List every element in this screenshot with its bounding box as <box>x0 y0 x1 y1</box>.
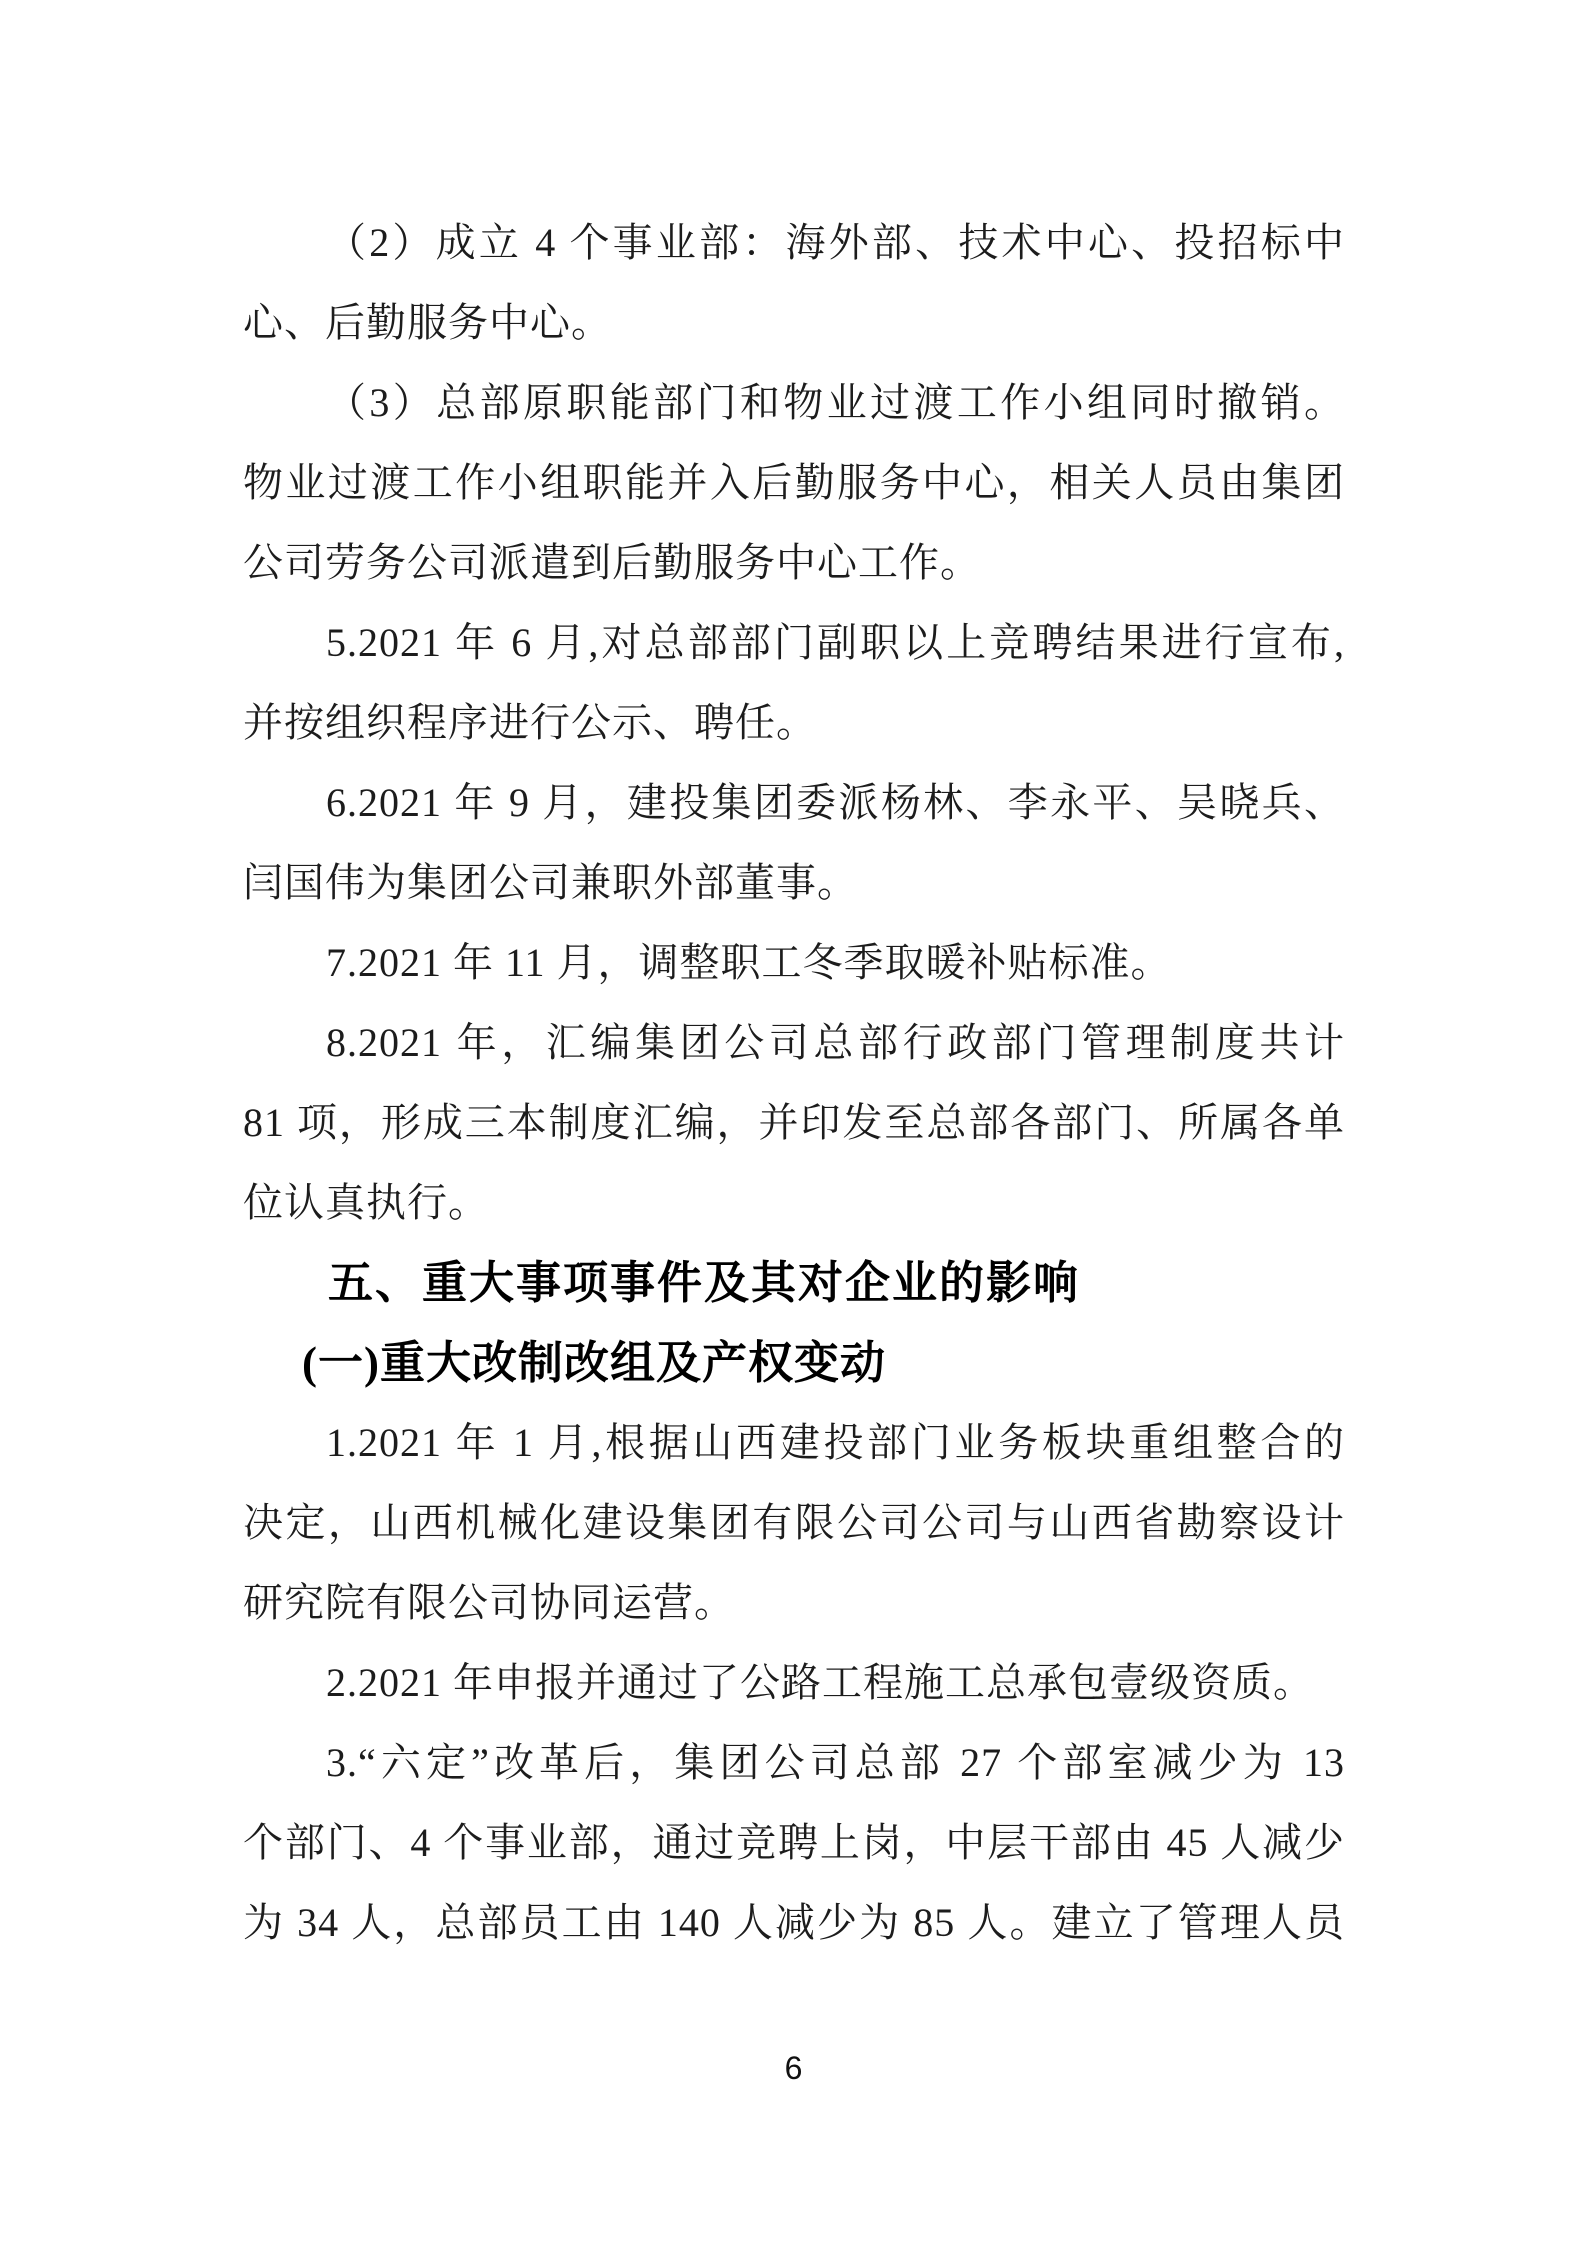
text-line: 为 34 人，总部员工由 140 人减少为 85 人。建立了管理人员 <box>243 1900 1345 1945</box>
text-line: （2）成立 4 个事业部：海外部、技术中心、投招标中 <box>326 220 1345 265</box>
text-line: 1.2021 年 1 月,根据山西建投部门业务板块重组整合的 <box>326 1420 1345 1465</box>
document-body <box>243 203 1345 1963</box>
text-line: 81 项，形成三本制度汇编，并印发至总部各部门、所属各单 <box>243 1100 1345 1145</box>
text-line: 公司劳务公司派遣到后勤服务中心工作。 <box>243 540 981 585</box>
text-line: 6.2021 年 9 月，建投集团委派杨林、李永平、吴晓兵、 <box>326 780 1345 825</box>
text-line: 8.2021 年，汇编集团公司总部行政部门管理制度共计 <box>326 1020 1345 1065</box>
text-line: 决定，山西机械化建设集团有限公司公司与山西省勘察设计 <box>243 1500 1345 1545</box>
page-number: 6 <box>784 2050 803 2086</box>
text-line: 5.2021 年 6 月,对总部部门副职以上竞聘结果进行宣布, <box>326 620 1345 665</box>
text-line: 研究院有限公司协同运营。 <box>243 1580 735 1625</box>
text-line: （3）总部原职能部门和物业过渡工作小组同时撤销。 <box>326 380 1345 425</box>
text-line: 3.“六定”改革后，集团公司总部 27 个部室减少为 13 <box>326 1740 1345 1785</box>
subsection-heading: (一)重大改制改组及产权变动 <box>302 1338 886 1388</box>
text-line: 并按组织程序进行公示、聘任。 <box>243 700 817 745</box>
text-line: 闫国伟为集团公司兼职外部董事。 <box>243 860 858 905</box>
text-line: 个部门、4 个事业部，通过竞聘上岗，中层干部由 45 人减少 <box>243 1820 1345 1865</box>
text-line: 7.2021 年 11 月，调整职工冬季取暖补贴标准。 <box>326 940 1172 985</box>
text-line: 位认真执行。 <box>243 1180 489 1225</box>
section-heading: 五、重大事项事件及其对企业的影响 <box>328 1257 1081 1308</box>
text-line: 心、后勤服务中心。 <box>243 300 612 345</box>
text-line: 物业过渡工作小组职能并入后勤服务中心，相关人员由集团 <box>243 460 1345 505</box>
text-line: 2.2021 年申报并通过了公路工程施工总承包壹级资质。 <box>326 1660 1314 1705</box>
